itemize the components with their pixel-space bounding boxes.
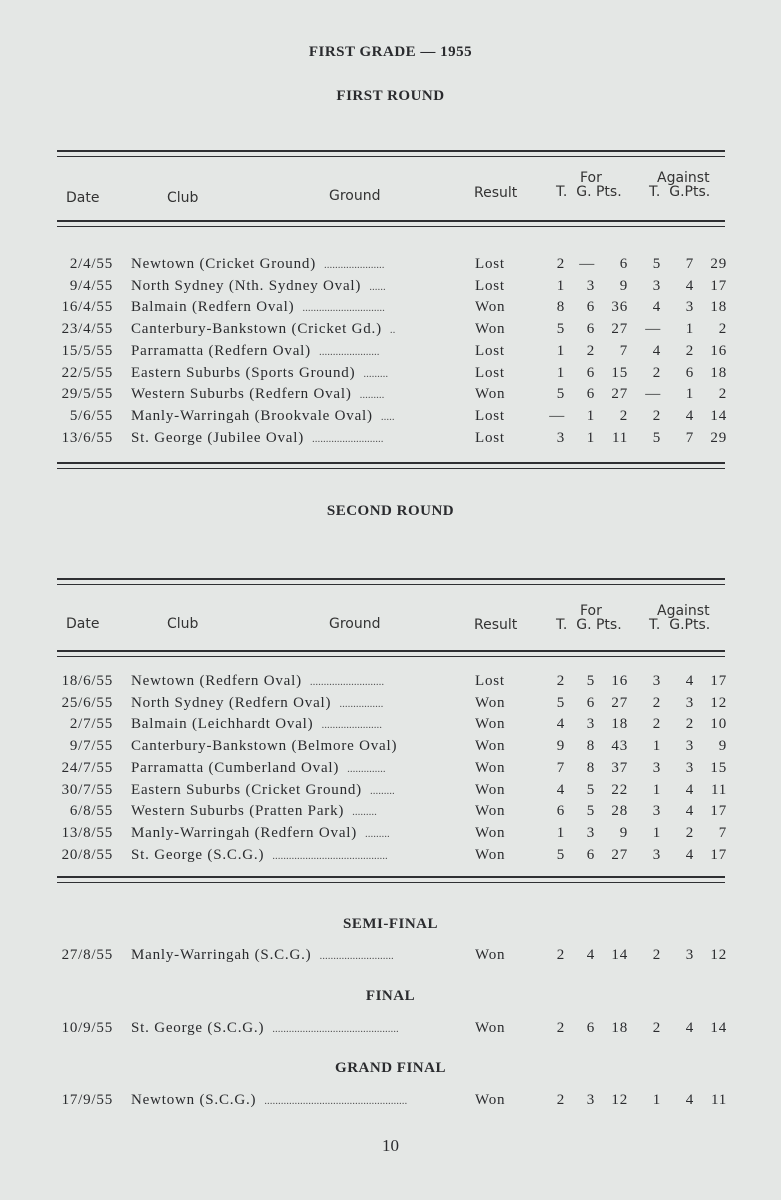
tries-for: 2 xyxy=(556,256,565,272)
table-row xyxy=(0,695,781,716)
club-ground: Newtown (Redfern Oval) xyxy=(131,673,302,689)
table-row xyxy=(0,947,781,968)
col-club-header: Club xyxy=(167,190,199,206)
leader-dots: ...................... xyxy=(321,719,382,732)
points-against: 14 xyxy=(710,407,727,424)
points-against: 9 xyxy=(718,738,727,755)
goals-for: 5 xyxy=(586,803,595,820)
table-row xyxy=(0,365,781,386)
club-ground: Eastern Suburbs (Sports Ground) xyxy=(131,364,356,381)
goals-against: 1 xyxy=(685,386,694,403)
tries-for: 1 xyxy=(556,277,565,294)
points-for: 27 xyxy=(611,386,628,403)
tries-against: — xyxy=(645,321,661,338)
leader-dots: ......... xyxy=(369,784,395,797)
leader-dots: ......... xyxy=(365,827,390,840)
match-result: Won xyxy=(475,694,506,711)
goals-for: 3 xyxy=(586,1092,595,1108)
goals-against: 4 xyxy=(685,781,694,798)
tries-against: 2 xyxy=(652,364,661,381)
points-against: 11 xyxy=(710,781,727,798)
club-ground: Manly-Warringah (Redfern Oval) xyxy=(131,824,358,841)
goals-against: 3 xyxy=(685,694,694,711)
club-ground: Canterbury-Bankstown (Cricket Gd.) xyxy=(131,321,382,338)
final-heading: FINAL xyxy=(365,988,416,1004)
match-date: 30/7/55 xyxy=(61,781,113,798)
club-ground: Parramatta (Cumberland Oval) xyxy=(131,759,340,776)
match-date: 5/6/55 xyxy=(69,407,113,424)
points-against: 11 xyxy=(710,1092,727,1108)
points-for: 28 xyxy=(611,803,628,820)
match-date: 22/5/55 xyxy=(61,364,113,381)
points-for: 43 xyxy=(611,738,628,755)
goals-for: 2 xyxy=(586,342,595,359)
match-date: 2/7/55 xyxy=(69,716,113,733)
leader-dots: .. xyxy=(389,324,396,337)
tries-against: 4 xyxy=(652,342,661,359)
goals-against: 4 xyxy=(685,1020,694,1036)
tries-against: — xyxy=(645,386,661,403)
col-date-header: Date xyxy=(66,190,100,206)
club-ground: Eastern Suburbs (Cricket Ground) xyxy=(131,781,362,798)
table-row xyxy=(0,430,781,451)
match-result: Lost xyxy=(475,277,505,294)
tries-against: 5 xyxy=(652,256,661,272)
tries-for: 7 xyxy=(556,759,565,776)
goals-for: 6 xyxy=(586,1020,595,1036)
goals-for: 6 xyxy=(586,321,595,338)
col-for-sub-header: T. G. Pts. xyxy=(556,184,622,200)
points-for: 2 xyxy=(619,407,628,424)
match-date: 13/6/55 xyxy=(61,429,113,446)
goals-for: 6 xyxy=(586,299,595,316)
leader-dots: ......... xyxy=(363,367,389,380)
match-result: Won xyxy=(475,947,506,963)
goals-for: 3 xyxy=(586,824,595,841)
page-title: FIRST GRADE — 1955 xyxy=(308,44,473,60)
match-result: Lost xyxy=(475,407,505,424)
tries-for: 2 xyxy=(556,1020,565,1036)
points-against: 18 xyxy=(710,299,727,316)
match-result: Won xyxy=(475,299,506,316)
goals-against: 2 xyxy=(685,716,694,733)
leader-dots: ...................... xyxy=(324,259,385,271)
goals-against: 4 xyxy=(685,673,694,689)
points-for: 15 xyxy=(611,364,628,381)
match-date: 24/7/55 xyxy=(61,759,113,776)
goals-against: 4 xyxy=(685,407,694,424)
points-against: 2 xyxy=(718,321,727,338)
goals-against: 2 xyxy=(685,342,694,359)
tries-against: 1 xyxy=(652,824,661,841)
points-against: 7 xyxy=(718,824,727,841)
table-rule xyxy=(57,650,725,657)
goals-for: 5 xyxy=(586,673,595,689)
table-row xyxy=(0,408,781,429)
points-against: 17 xyxy=(710,673,727,689)
tries-for: 2 xyxy=(556,1092,565,1108)
match-date: 25/6/55 xyxy=(61,694,113,711)
match-result: Won xyxy=(475,846,506,863)
points-for: 18 xyxy=(611,1020,628,1036)
table-rule xyxy=(57,220,725,227)
club-ground: Newtown (S.C.G.) xyxy=(131,1092,257,1108)
goals-for: 1 xyxy=(586,407,595,424)
col-ground-header: Ground xyxy=(329,616,381,632)
match-result: Lost xyxy=(475,673,505,689)
goals-against: 4 xyxy=(685,803,694,820)
match-result: Won xyxy=(475,1020,506,1036)
leader-dots: ........................... xyxy=(309,676,385,688)
goals-for: 3 xyxy=(586,277,595,294)
club-ground: St. George (S.C.G.) xyxy=(131,846,265,863)
table-row xyxy=(0,738,781,759)
match-date: 23/4/55 xyxy=(61,321,113,338)
points-for: 22 xyxy=(611,781,628,798)
match-result: Won xyxy=(475,386,506,403)
tries-for: 3 xyxy=(556,429,565,446)
club-ground: Manly-Warringah (Brookvale Oval) xyxy=(131,407,373,424)
table-row xyxy=(0,825,781,846)
leader-dots: ...... xyxy=(369,280,386,293)
points-against: 12 xyxy=(710,947,727,963)
points-for: 11 xyxy=(611,429,628,446)
club-ground: Balmain (Redfern Oval) xyxy=(131,299,295,316)
tries-against: 3 xyxy=(652,759,661,776)
goals-against: 3 xyxy=(685,947,694,963)
leader-dots: .............. xyxy=(347,762,386,775)
tries-against: 3 xyxy=(652,277,661,294)
goals-for: — xyxy=(579,256,595,272)
goals-against: 4 xyxy=(685,1092,694,1108)
leader-dots: ......... xyxy=(359,389,385,402)
goals-against: 3 xyxy=(685,738,694,755)
col-against-header: Against xyxy=(657,603,710,619)
points-against: 17 xyxy=(710,846,727,863)
points-against: 29 xyxy=(710,256,727,272)
points-for: 9 xyxy=(619,277,628,294)
tries-against: 2 xyxy=(652,716,661,733)
col-for-sub-header: T. G. Pts. xyxy=(556,617,622,633)
points-for: 36 xyxy=(611,299,628,316)
tries-for: 9 xyxy=(556,738,565,755)
club-ground: Western Suburbs (Redfern Oval) xyxy=(131,386,352,403)
tries-against: 3 xyxy=(652,673,661,689)
match-result: Won xyxy=(475,321,506,338)
points-for: 12 xyxy=(611,1092,628,1108)
table-rule xyxy=(57,876,725,883)
table-rule xyxy=(57,578,725,585)
table-row xyxy=(0,782,781,803)
goals-for: 6 xyxy=(586,386,595,403)
goals-for: 5 xyxy=(586,781,595,798)
match-result: Won xyxy=(475,716,506,733)
goals-against: 7 xyxy=(685,256,694,272)
table-rule xyxy=(57,462,725,469)
table-row xyxy=(0,278,781,299)
goals-for: 6 xyxy=(586,846,595,863)
points-against: 17 xyxy=(710,803,727,820)
goals-against: 7 xyxy=(685,429,694,446)
points-for: 27 xyxy=(611,321,628,338)
table-row xyxy=(0,1020,781,1041)
club-ground: Canterbury-Bankstown (Belmore Oval) xyxy=(131,738,398,755)
tries-for: — xyxy=(549,407,565,424)
table-rule xyxy=(57,150,725,157)
leader-dots: ......... xyxy=(352,806,377,819)
tries-for: 6 xyxy=(556,803,565,820)
tries-for: 1 xyxy=(556,364,565,381)
match-date: 27/8/55 xyxy=(61,947,113,963)
page-number: 10 xyxy=(382,1136,399,1155)
goals-against: 1 xyxy=(685,321,694,338)
match-date: 2/4/55 xyxy=(69,256,113,272)
match-result: Won xyxy=(475,803,506,820)
table-row xyxy=(0,386,781,407)
goals-for: 6 xyxy=(586,694,595,711)
col-against-sub-header: T. G.Pts. xyxy=(649,184,711,200)
table-row xyxy=(0,1092,781,1113)
col-for-header: For xyxy=(580,170,602,186)
club-ground: Newtown (Cricket Ground) xyxy=(131,256,316,272)
points-against: 29 xyxy=(710,429,727,446)
goals-for: 3 xyxy=(586,716,595,733)
match-result: Won xyxy=(475,781,506,798)
goals-against: 4 xyxy=(685,277,694,294)
club-ground: Western Suburbs (Pratten Park) xyxy=(131,803,345,820)
club-ground: Balmain (Leichhardt Oval) xyxy=(131,716,314,733)
table-row xyxy=(0,716,781,737)
match-date: 20/8/55 xyxy=(61,846,113,863)
tries-for: 4 xyxy=(556,781,565,798)
table-row xyxy=(0,673,781,694)
club-ground: St. George (S.C.G.) xyxy=(131,1020,265,1036)
tries-for: 1 xyxy=(556,824,565,841)
leader-dots: .......................... xyxy=(312,432,384,445)
leader-dots: .............................................. xyxy=(272,1023,399,1035)
leader-dots: .................................................... xyxy=(264,1095,408,1107)
leader-dots: ..... xyxy=(380,410,395,423)
col-club-header: Club xyxy=(167,616,199,632)
goals-for: 8 xyxy=(586,738,595,755)
match-result: Lost xyxy=(475,342,505,359)
club-ground: Manly-Warringah (S.C.G.) xyxy=(131,947,312,963)
col-ground-header: Ground xyxy=(329,188,381,204)
match-result: Won xyxy=(475,824,506,841)
points-against: 16 xyxy=(710,342,727,359)
points-for: 27 xyxy=(611,846,628,863)
table-row xyxy=(0,256,781,277)
tries-for: 4 xyxy=(556,716,565,733)
leader-dots: .......................................... xyxy=(272,849,388,862)
match-result: Lost xyxy=(475,364,505,381)
goals-for: 6 xyxy=(586,364,595,381)
tries-against: 1 xyxy=(652,738,661,755)
col-result-header: Result xyxy=(474,617,518,633)
grand-final-heading: GRAND FINAL xyxy=(335,1060,446,1076)
tries-for: 1 xyxy=(556,342,565,359)
tries-against: 4 xyxy=(652,299,661,316)
semi-final-heading: SEMI-FINAL xyxy=(342,916,438,932)
points-against: 15 xyxy=(710,759,727,776)
tries-for: 5 xyxy=(556,321,565,338)
tries-for: 5 xyxy=(556,846,565,863)
goals-for: 8 xyxy=(586,759,595,776)
match-date: 16/4/55 xyxy=(61,299,113,316)
table-row xyxy=(0,299,781,320)
col-date-header: Date xyxy=(66,616,100,632)
club-ground: Parramatta (Redfern Oval) xyxy=(131,342,311,359)
table-row xyxy=(0,321,781,342)
points-for: 9 xyxy=(619,824,628,841)
club-ground: St. George (Jubilee Oval) xyxy=(131,429,305,446)
match-result: Won xyxy=(475,759,506,776)
tries-against: 5 xyxy=(652,429,661,446)
match-date: 9/4/55 xyxy=(69,277,113,294)
second-round-heading: SECOND ROUND xyxy=(326,503,455,519)
match-date: 18/6/55 xyxy=(61,673,113,689)
points-for: 7 xyxy=(619,342,628,359)
points-against: 18 xyxy=(710,364,727,381)
points-for: 37 xyxy=(611,759,628,776)
match-result: Lost xyxy=(475,256,505,272)
match-date: 29/5/55 xyxy=(61,386,113,403)
table-row xyxy=(0,847,781,868)
points-against: 2 xyxy=(718,386,727,403)
tries-against: 1 xyxy=(652,781,661,798)
first-round-heading: FIRST ROUND xyxy=(336,88,445,104)
col-against-header: Against xyxy=(657,170,710,186)
tries-against: 1 xyxy=(652,1092,661,1108)
points-against: 12 xyxy=(710,694,727,711)
goals-against: 6 xyxy=(685,364,694,381)
tries-against: 2 xyxy=(652,947,661,963)
tries-for: 2 xyxy=(556,947,565,963)
points-against: 14 xyxy=(710,1020,727,1036)
match-result: Lost xyxy=(475,429,505,446)
goals-against: 4 xyxy=(685,846,694,863)
leader-dots: ...................... xyxy=(318,345,380,358)
club-ground: North Sydney (Redfern Oval) xyxy=(131,694,332,711)
col-result-header: Result xyxy=(474,185,518,201)
table-row xyxy=(0,803,781,824)
goals-against: 3 xyxy=(685,299,694,316)
tries-against: 3 xyxy=(652,803,661,820)
tries-against: 2 xyxy=(652,407,661,424)
match-date: 13/8/55 xyxy=(61,824,113,841)
tries-for: 5 xyxy=(556,694,565,711)
match-date: 9/7/55 xyxy=(69,738,113,755)
tries-for: 5 xyxy=(556,386,565,403)
points-for: 18 xyxy=(611,716,628,733)
points-against: 10 xyxy=(710,716,727,733)
tries-for: 2 xyxy=(556,673,565,689)
tries-for: 8 xyxy=(556,299,565,316)
tries-against: 3 xyxy=(652,846,661,863)
leader-dots: ................ xyxy=(339,697,384,710)
goals-for: 1 xyxy=(586,429,595,446)
leader-dots: .............................. xyxy=(302,302,385,315)
tries-against: 2 xyxy=(652,694,661,711)
match-date: 17/9/55 xyxy=(61,1092,113,1108)
match-date: 6/8/55 xyxy=(69,803,113,820)
points-against: 17 xyxy=(710,277,727,294)
goals-against: 2 xyxy=(685,824,694,841)
match-result: Won xyxy=(475,1092,506,1108)
goals-against: 3 xyxy=(685,759,694,776)
leader-dots: ........................... xyxy=(319,950,394,962)
table-row xyxy=(0,343,781,364)
points-for: 6 xyxy=(619,256,628,272)
tries-against: 2 xyxy=(652,1020,661,1036)
points-for: 16 xyxy=(611,673,628,689)
points-for: 27 xyxy=(611,694,628,711)
club-ground: North Sydney (Nth. Sydney Oval) xyxy=(131,277,362,294)
goals-for: 4 xyxy=(586,947,595,963)
col-for-header: For xyxy=(580,603,602,619)
col-against-sub-header: T. G.Pts. xyxy=(649,617,711,633)
points-for: 14 xyxy=(611,947,628,963)
match-result: Won xyxy=(475,738,506,755)
table-row xyxy=(0,760,781,781)
match-date: 15/5/55 xyxy=(61,342,113,359)
match-date: 10/9/55 xyxy=(61,1020,113,1036)
